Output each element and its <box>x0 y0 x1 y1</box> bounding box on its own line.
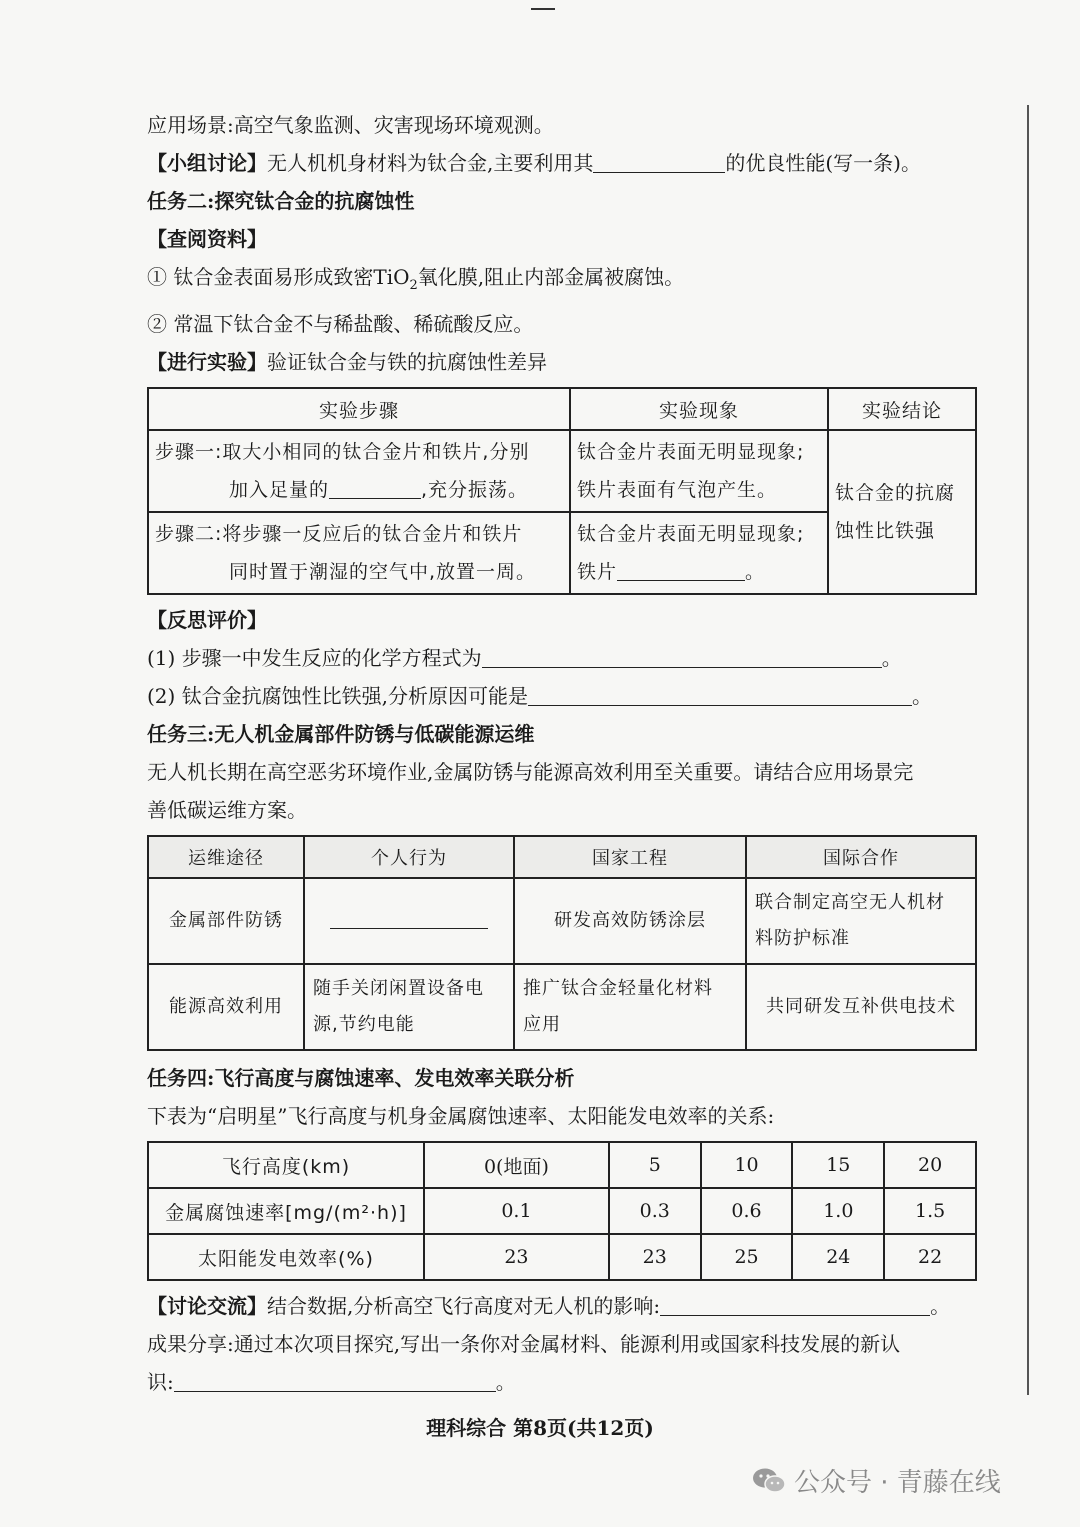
task3-title: 任务三:无人机金属部件防锈与低碳能源运维 <box>147 722 535 746</box>
watermark-text: 公众号 · 青藤在线 <box>794 1468 1001 1498</box>
step1-observation: 钛合金片表面无明显现象; 铁片表面有气泡产生。 <box>570 430 828 512</box>
task4-desc: 下表为“启明星”飞行高度与机身金属腐蚀速率、太阳能发电效率的关系: <box>147 1104 775 1128</box>
task2-title: 任务二:探究钛合金的抗腐蚀性 <box>147 189 415 213</box>
answer-blank-1[interactable] <box>593 154 725 173</box>
ops-r2-personal: 随手关闭闲置设备电 源,节约电能 <box>304 964 514 1050</box>
data-row-efficiency: 太阳能发电效率(%) 23 23 25 24 22 <box>148 1234 976 1280</box>
data-table <box>147 1141 977 1281</box>
reflect-q2: (2) 钛合金抗腐蚀性比铁强,分析原因可能是 。 <box>147 684 933 708</box>
top-mark <box>531 8 555 10</box>
step1-cell: 步骤一:取大小相同的钛合金片和铁片,分别 加入足量的 ,充分振荡。 <box>148 430 570 512</box>
scenario-line: 应用场景:高空气象监测、灾害现场环境观测。 <box>147 113 554 137</box>
ops-r1-route: 金属部件防锈 <box>148 878 304 964</box>
answer-blank-3[interactable] <box>617 562 745 581</box>
task3-desc-2: 善低碳运维方案。 <box>147 798 307 822</box>
ref-item-1: ① 钛合金表面易形成致密TiO$_2$氧化膜,阻止内部金属被腐蚀。 <box>147 265 685 293</box>
data-row-corrosion: 金属腐蚀速率[mg/(m²·h)] 0.1 0.3 0.6 1.0 1.5 <box>148 1188 976 1234</box>
ref-item-2: ② 常温下钛合金不与稀盐酸、稀硫酸反应。 <box>147 312 534 336</box>
ops-r1-international: 联合制定高空无人机材 料防护标准 <box>746 878 976 964</box>
ref-tag: 【查阅资料】 <box>147 227 267 251</box>
answer-blank-6[interactable] <box>330 910 488 929</box>
step2-observation: 钛合金片表面无明显现象; 铁片 。 <box>570 512 828 594</box>
ops-header-national: 国家工程 <box>514 836 746 878</box>
reflect-tag: 【反思评价】 <box>147 608 267 632</box>
ops-r1-personal <box>304 878 514 964</box>
conclusion-cell: 钛合金的抗腐 蚀性比铁强 <box>828 430 976 594</box>
experiment-heading: 【进行实验】验证钛合金与铁的抗腐蚀性差异 <box>147 350 547 374</box>
answer-blank-4[interactable] <box>482 649 882 668</box>
exp-header-conclusion: 实验结论 <box>828 388 976 430</box>
share-line-2: 识: 。 <box>147 1370 516 1394</box>
task3-desc-1: 无人机长期在高空恶劣环境作业,金属防锈与能源高效利用至关重要。请结合应用场景完 <box>147 760 914 784</box>
task4-title: 任务四:飞行高度与腐蚀速率、发电效率关联分析 <box>147 1066 575 1090</box>
ops-r2-national: 推广钛合金轻量化材料 应用 <box>514 964 746 1050</box>
share-line-1: 成果分享:通过本次项目探究,写出一条你对金属材料、能源利用或国家科技发展的新认 <box>147 1332 901 1356</box>
group-tag: 【小组讨论】 <box>147 151 267 175</box>
ops-r1-national: 研发高效防锈涂层 <box>514 878 746 964</box>
right-margin-line <box>1027 105 1029 1395</box>
step2-cell: 步骤二:将步骤一反应后的钛合金片和铁片 同时置于潮湿的空气中,放置一周。 <box>148 512 570 594</box>
answer-blank-8[interactable] <box>174 1373 496 1392</box>
group-discussion: 【小组讨论】无人机机身材料为钛合金,主要利用其 的优良性能(写一条)。 <box>147 151 921 175</box>
ops-header-route: 运维途径 <box>148 836 304 878</box>
page-footer: 理科综合 第8页(共12页) <box>426 1416 654 1440</box>
operations-table <box>147 835 977 1051</box>
exp-header-observation: 实验现象 <box>570 388 828 430</box>
ops-header-personal: 个人行为 <box>304 836 514 878</box>
watermark <box>752 1462 1001 1499</box>
experiment-table <box>147 387 977 595</box>
answer-blank-7[interactable] <box>660 1297 930 1316</box>
ops-r2-route: 能源高效利用 <box>148 964 304 1050</box>
wechat-icon <box>752 1467 786 1495</box>
exp-header-steps: 实验步骤 <box>148 388 570 430</box>
data-row-height: 飞行高度(km) 0(地面) 5 10 15 20 <box>148 1142 976 1188</box>
answer-blank-2[interactable] <box>329 480 421 499</box>
answer-blank-5[interactable] <box>528 687 912 706</box>
reflect-q1: (1) 步骤一中发生反应的化学方程式为 。 <box>147 646 902 670</box>
ops-header-international: 国际合作 <box>746 836 976 878</box>
page-content <box>147 106 977 1401</box>
ops-r2-international: 共同研发互补供电技术 <box>746 964 976 1050</box>
discussion-line: 【讨论交流】结合数据,分析高空飞行高度对无人机的影响: 。 <box>147 1294 951 1318</box>
